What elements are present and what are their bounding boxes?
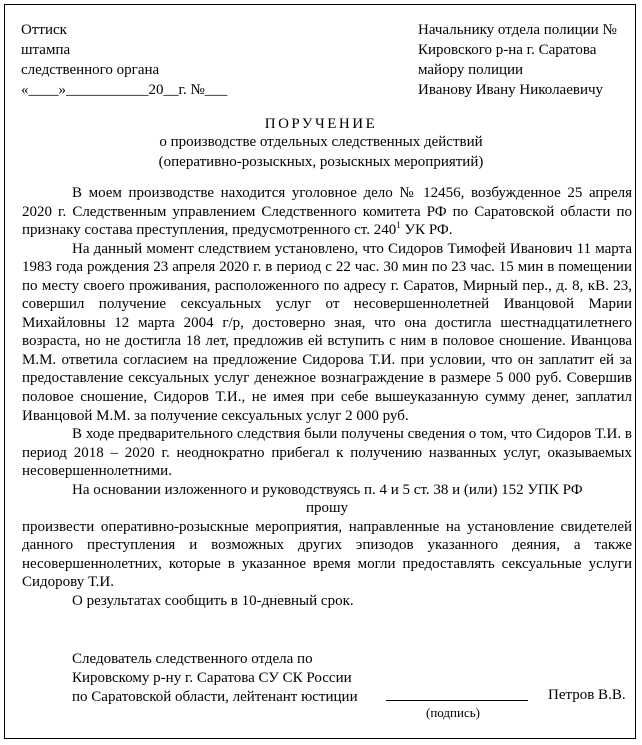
request-word: прошу [305, 500, 349, 517]
paragraph-text: УК РФ. [400, 222, 453, 239]
subtitle-line: о производстве отдельных следственных действий [159, 134, 483, 150]
document-title: ПОРУЧЕНИЕ [264, 116, 378, 132]
signature-title-line: Следователь следственного отдела по [72, 651, 313, 667]
paragraph-investigation-info: В ходе предварительного следствия были получены сведения о том, что Сидоров Т.И. в период 2018 – 2020 г. неоднократно прибегал к получению названных услуг, оказываемых несовершеннолетними. [22, 426, 632, 480]
sender-line: штампа [21, 42, 71, 58]
document-subtitle [0, 132, 642, 172]
article-superscript: 1 [396, 220, 401, 231]
sender-line: следственного органа [21, 62, 160, 78]
sender-date-number-line: «____»___________20__г. №___ [21, 82, 228, 98]
paragraph-request: произвести оперативно-розыскные мероприятия, направленные на установление свидетелей данного преступления и возможных других эпизодов указанного деяния, а также несовершеннолетних, которые в указанное время могли предоставлять сексуальные услуги Сидорову Т.И. [22, 518, 632, 591]
sender-stamp-block [21, 20, 227, 100]
signature-title-line: Кировскому р-ну г. Саратова СУ СК России [72, 670, 352, 686]
paragraph-legal-basis: На основании изложенного и руководствуясь п. 4 и 5 ст. 38 и (или) 152 УПК РФ [72, 481, 583, 498]
paragraph-case-info [22, 184, 632, 240]
addressee-line: Начальнику отдела полиции № [418, 22, 617, 38]
signature-title-line: по Саратовской области, лейтенант юстиции [72, 689, 358, 705]
document-body [22, 184, 632, 611]
sender-line: Оттиск [21, 22, 67, 38]
subtitle-line: (оперативно-розыскных, розыскных мероприятий) [158, 154, 484, 170]
addressee-block [418, 20, 617, 100]
paragraph-deadline: О результатах сообщить в 10-дневный срок. [72, 593, 354, 610]
addressee-line: Иванову Ивану Николаевичу [418, 82, 604, 98]
addressee-line: майору полиции [418, 62, 524, 78]
signer-name: Петров В.В. [548, 687, 626, 703]
paragraph-circumstances: На данный момент следствием установлено, что Сидоров Тимофей Иванович 11 марта 1983 года рождения 23 апреля 2020 г. в период с 22 час. 30 мин по 23 час. 15 мин в помещении по месту своего проживания, расположенного по адресу г. Саратов, Мирный пер., д. 8, кВ. 23, совершил получение сексуальных услуг от несовершеннолетней Иванцовой Марии Михайловны 12 марта 2004 г/р, достоверно зная, что она достигла шестнадцатилетнего возраста, но не достигла 18 лет, предложив ей вступить с ним в половое сношение. Иванцова М.М. ответила согласием на предложение Сидорова Т.И. при условии, что он заплатит ей за предоставление сексуальных услуг денежное вознаграждение в размере 5 000 руб. Совершив половое сношение, Сидоров Т.И., не имея при себе вышеуказанную сумму денег, заплатил Иванцовой М.М. за получение сексуальных услуг 2 000 руб. [22, 240, 632, 424]
signature-line [386, 700, 528, 701]
paragraph-text: В моем производстве находится уголовное дело № 12456, возбужденное 25 апреля 2020 г. Следственным управлением Следственного комитета РФ по Саратовской области по признаку состава преступления, предусмотренного ст. 240 [22, 185, 632, 239]
signature-caption: (подпись) [426, 705, 480, 720]
addressee-line: Кировского р-на г. Саратова [418, 42, 597, 58]
signature-block [72, 650, 358, 707]
